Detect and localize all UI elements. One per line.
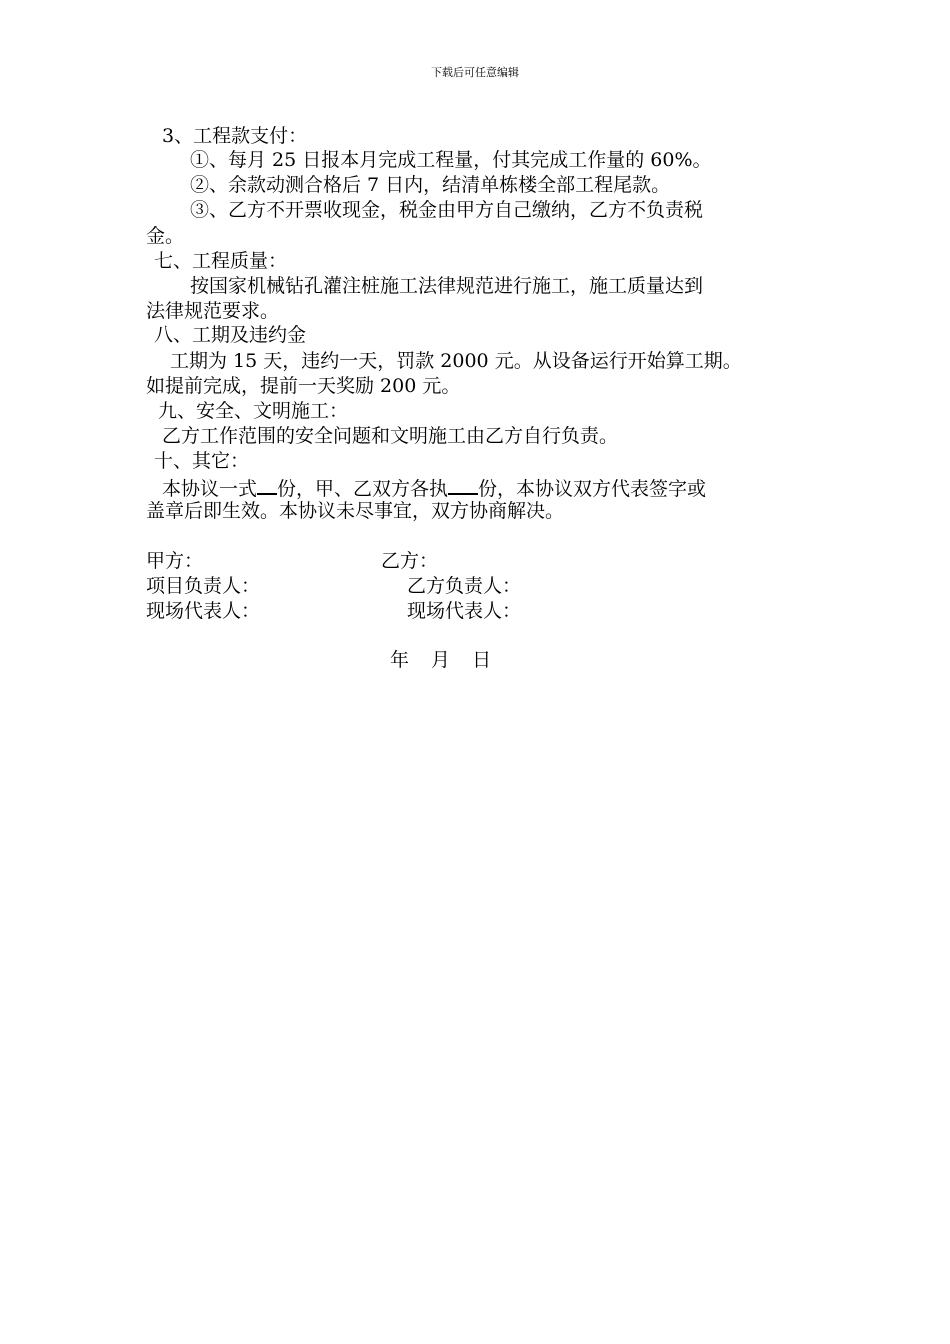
safety-text: 乙方工作范围的安全问题和文明施工由乙方自行负责。 <box>162 425 619 447</box>
party-b-manager-label: 乙方负责人： <box>407 575 522 597</box>
party-b-rep-label: 现场代表人： <box>407 600 522 622</box>
section-quality-heading: 七、工程质量： <box>154 250 288 272</box>
copies-text-part3: 份，本协议双方代表签字或 <box>478 478 707 500</box>
schedule-text-cont: 如提前完成，提前一天奖励 200 元。 <box>146 375 461 397</box>
payment-item-2: ②、余款动测合格后 7 日内，结清单栋楼全部工程尾款。 <box>190 174 671 196</box>
signing-date: 年 月 日 <box>390 649 492 671</box>
section-other-heading: 十、其它： <box>154 450 250 472</box>
copies-text-part2: 份，甲、乙双方各执 <box>277 478 449 500</box>
section-schedule-heading: 八、工期及违约金 <box>154 324 307 346</box>
copies-text-cont: 盖章后即生效。本协议未尽事宜，双方协商解决。 <box>146 500 565 522</box>
copies-blank-total <box>257 474 277 495</box>
copies-text <box>162 474 706 501</box>
quality-text-cont: 法律规范要求。 <box>146 300 280 322</box>
party-a-rep-label: 现场代表人： <box>146 600 261 622</box>
section-payment-heading: 3、工程款支付： <box>162 125 308 147</box>
copies-blank-each <box>448 474 478 495</box>
party-a-manager-label: 项目负责人： <box>146 575 261 597</box>
payment-item-3-cont: 金。 <box>146 225 185 247</box>
party-b-label: 乙方： <box>381 550 439 572</box>
copies-text-part1: 本协议一式 <box>162 478 258 500</box>
quality-text: 按国家机械钻孔灌注桩施工法律规范进行施工，施工质量达到 <box>190 275 704 297</box>
party-a-label: 甲方： <box>146 550 204 572</box>
schedule-text: 工期为 15 天，违约一天，罚款 2000 元。从设备运行开始算工期。 <box>170 350 742 372</box>
page-header-note: 下载后可任意编辑 <box>431 66 519 79</box>
payment-item-1: ①、每月 25 日报本月完成工程量，付其完成工作量的 60%。 <box>190 149 712 171</box>
section-safety-heading: 九、安全、文明施工： <box>158 400 349 422</box>
payment-item-3: ③、乙方不开票收现金，税金由甲方自己缴纳，乙方不负责税 <box>190 199 704 221</box>
